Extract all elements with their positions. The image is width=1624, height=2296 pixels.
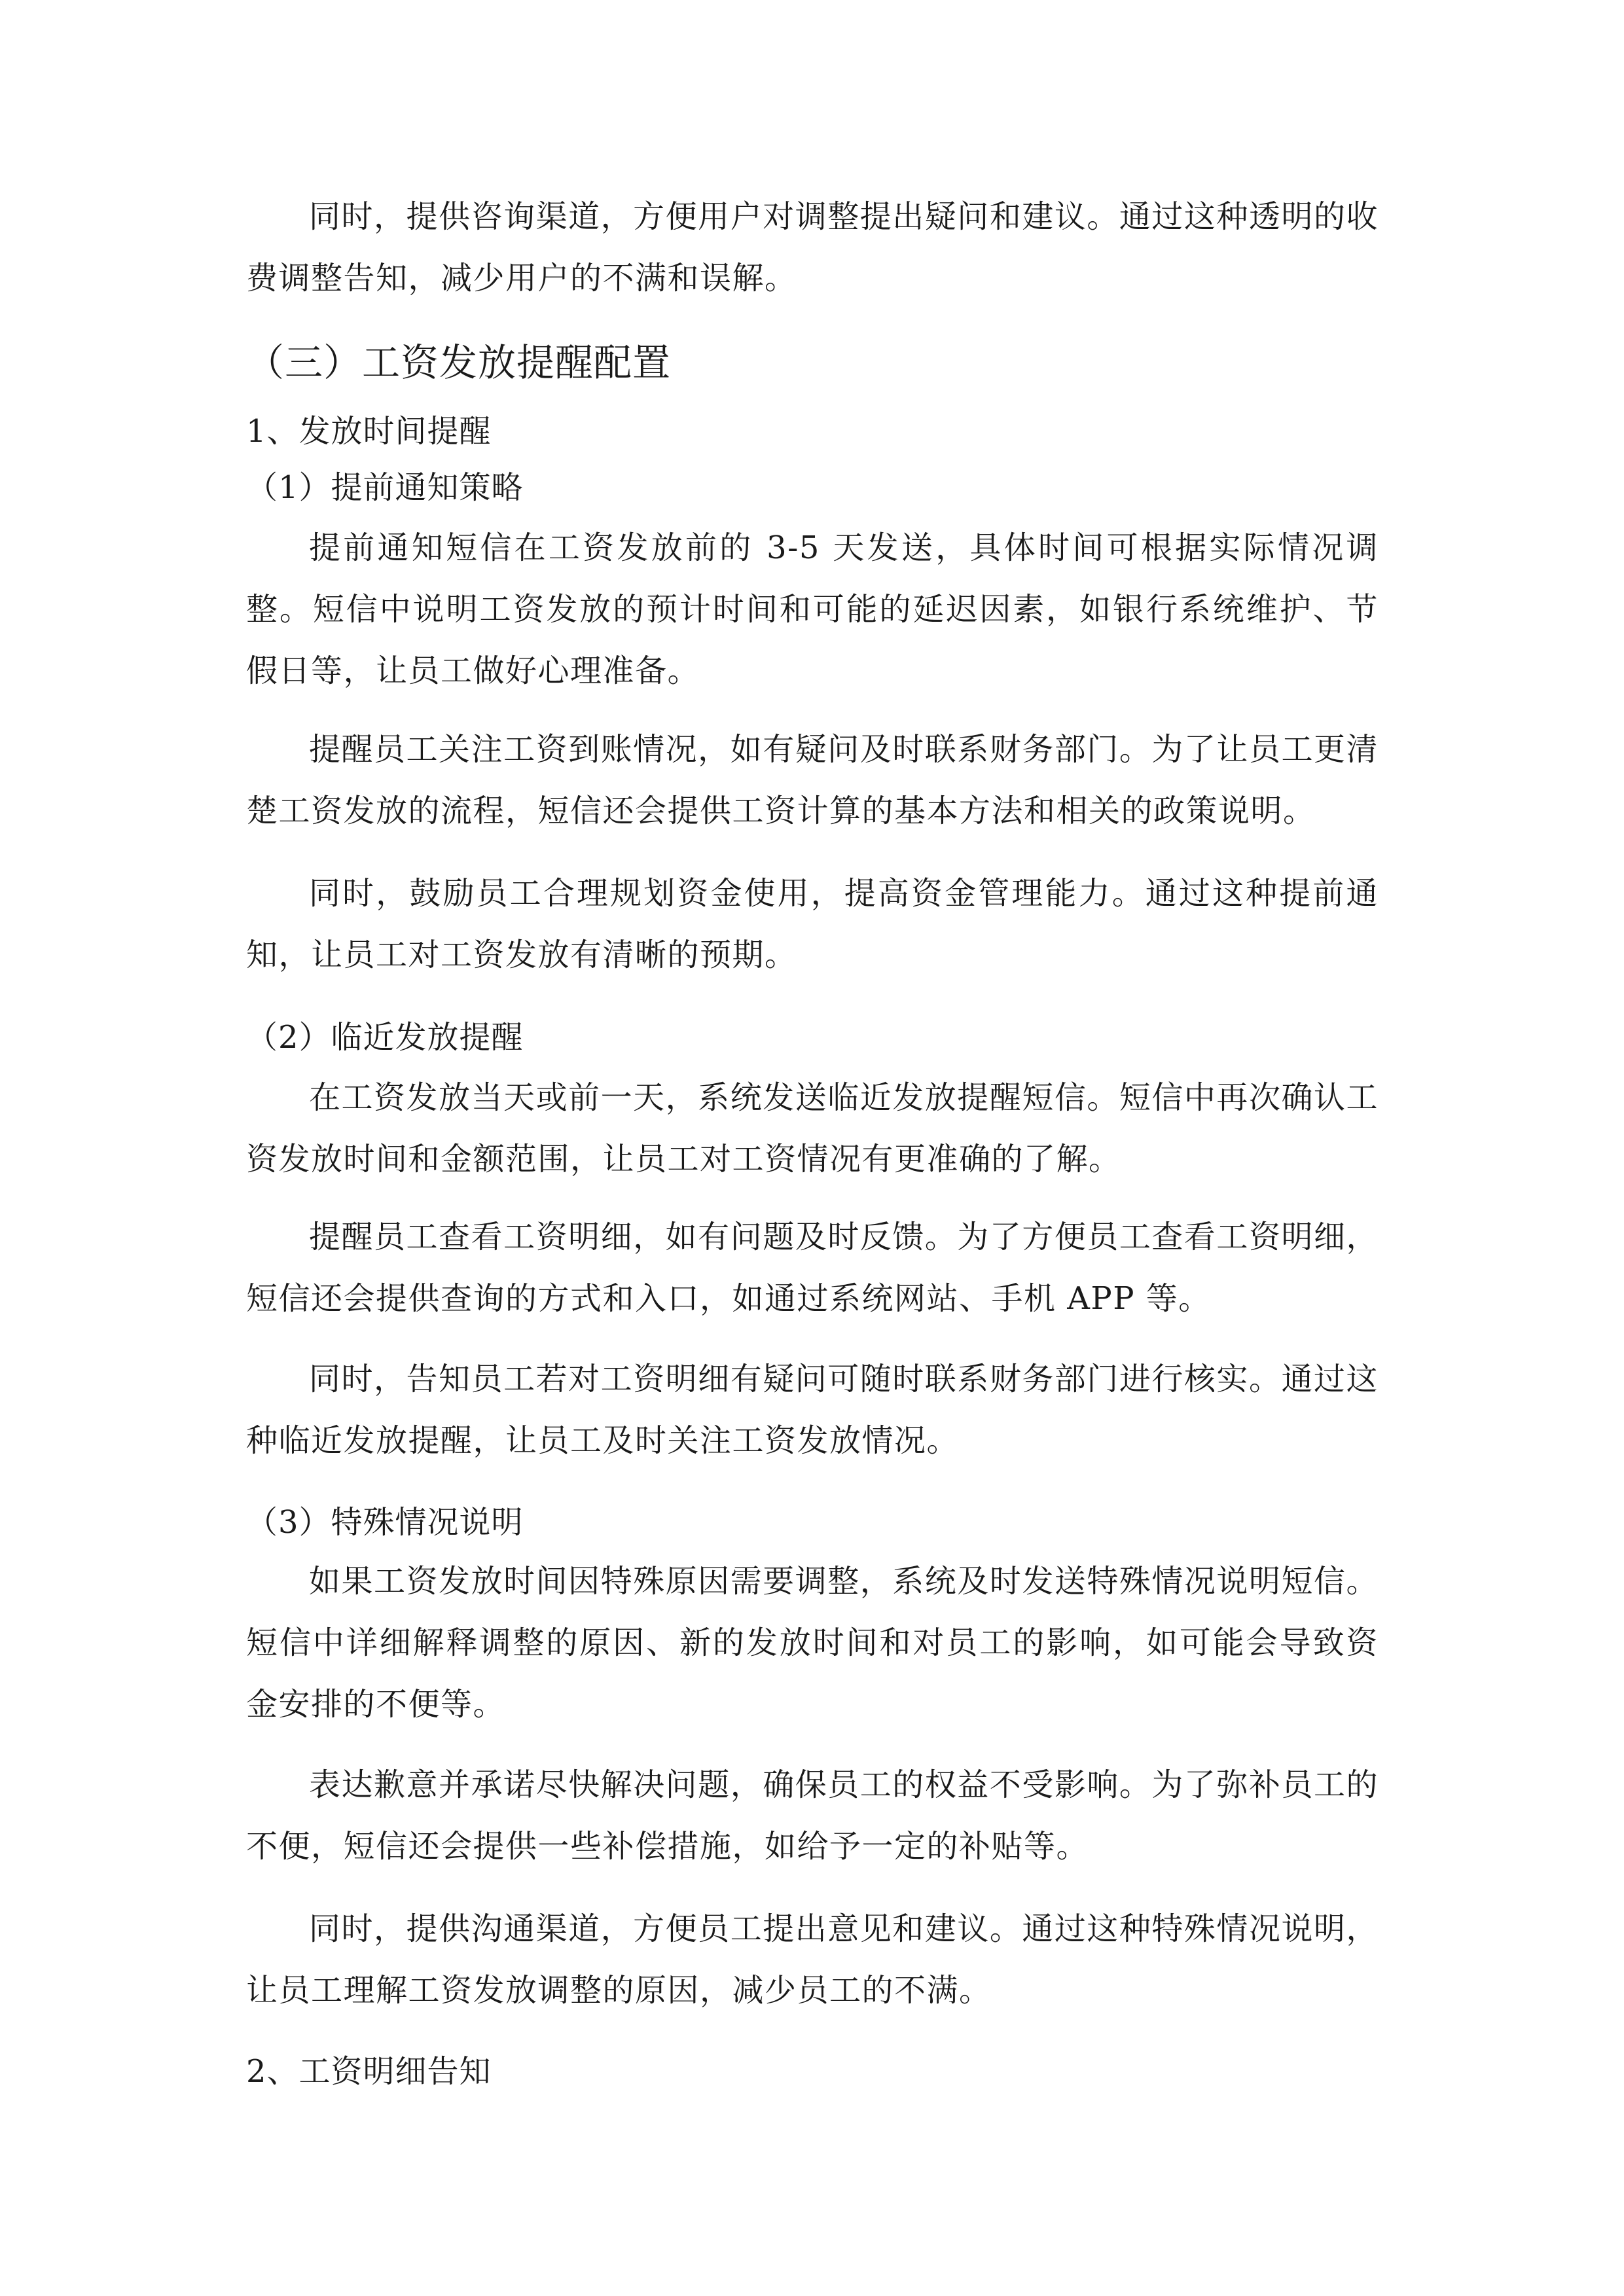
- item-3-paragraph-3-block: [246, 1898, 1379, 2021]
- item-3-paragraph: 同时，提供沟通渠道，方便员工提出意见和建议。通过这种特殊情况说明，让员工理解工资发放调整的原因，减少员工的不满。: [246, 1910, 1379, 2009]
- item-2-heading: （2）临近发放提醒: [246, 1019, 524, 1056]
- item-1-paragraph-2-block: [246, 719, 1379, 842]
- item-1-heading: （1）提前通知策略: [246, 469, 524, 506]
- item-2-heading-block: [246, 1011, 1379, 1064]
- item-3-paragraph: 表达歉意并承诺尽快解决问题，确保员工的权益不受影响。为了弥补员工的不便，短信还会提供一些补偿措施，如给予一定的补贴等。: [246, 1767, 1379, 1865]
- item-2-paragraph: 同时，告知员工若对工资明细有疑问可随时联系财务部门进行核实。通过这种临近发放提醒，让员工及时关注工资发放情况。: [246, 1361, 1379, 1459]
- section-heading-block: [246, 336, 1379, 389]
- item-3-paragraph-1-block: [246, 1551, 1379, 1735]
- item-3-heading-block: [246, 1496, 1379, 1549]
- item-1-paragraph-1-block: [246, 517, 1379, 702]
- item-3-paragraph-2-block: [246, 1754, 1379, 1877]
- item-1-paragraph: 提前通知短信在工资发放前的 3-5 天发送，具体时间可根据实际情况调整。短信中说明工资发放的预计时间和可能的延迟因素，如银行系统维护、节假日等，让员工做好心理准备。: [246, 529, 1379, 689]
- item-1-paragraph-3-block: [246, 863, 1379, 986]
- item-1-paragraph: 同时，鼓励员工合理规划资金使用，提高资金管理能力。通过这种提前通知，让员工对工资发放有清晰的预期。: [246, 875, 1379, 973]
- subsection-2-block: [246, 2045, 1379, 2098]
- section-heading: （三）工资发放提醒配置: [246, 340, 672, 385]
- intro-paragraph-block: [246, 186, 1379, 309]
- subsection-1-block: [246, 405, 1379, 457]
- item-3-paragraph: 如果工资发放时间因特殊原因需要调整，系统及时发送特殊情况说明短信。短信中详细解释调整的原因、新的发放时间和对员工的影响，如可能会导致资金安排的不便等。: [246, 1563, 1379, 1723]
- item-2-paragraph-3-block: [246, 1348, 1379, 1471]
- intro-paragraph: 同时，提供咨询渠道，方便用户对调整提出疑问和建议。通过这种透明的收费调整告知，减少用户的不满和误解。: [246, 198, 1379, 296]
- item-1-paragraph: 提醒员工关注工资到账情况，如有疑问及时联系财务部门。为了让员工更清楚工资发放的流程，短信还会提供工资计算的基本方法和相关的政策说明。: [246, 731, 1379, 829]
- subsection-1-heading: 1、发放时间提醒: [246, 413, 492, 450]
- subsection-2-heading: 2、工资明细告知: [246, 2053, 492, 2090]
- item-2-paragraph: 提醒员工查看工资明细，如有问题及时反馈。为了方便员工查看工资明细，短信还会提供查询的方式和入口，如通过系统网站、手机 APP 等。: [246, 1219, 1379, 1317]
- item-3-heading: （3）特殊情况说明: [246, 1504, 524, 1541]
- item-2-paragraph: 在工资发放当天或前一天，系统发送临近发放提醒短信。短信中再次确认工资发放时间和金额范围，让员工对工资情况有更准确的了解。: [246, 1079, 1379, 1177]
- item-1-heading-block: [246, 461, 1379, 514]
- item-2-paragraph-2-block: [246, 1206, 1379, 1329]
- item-2-paragraph-1-block: [246, 1067, 1379, 1190]
